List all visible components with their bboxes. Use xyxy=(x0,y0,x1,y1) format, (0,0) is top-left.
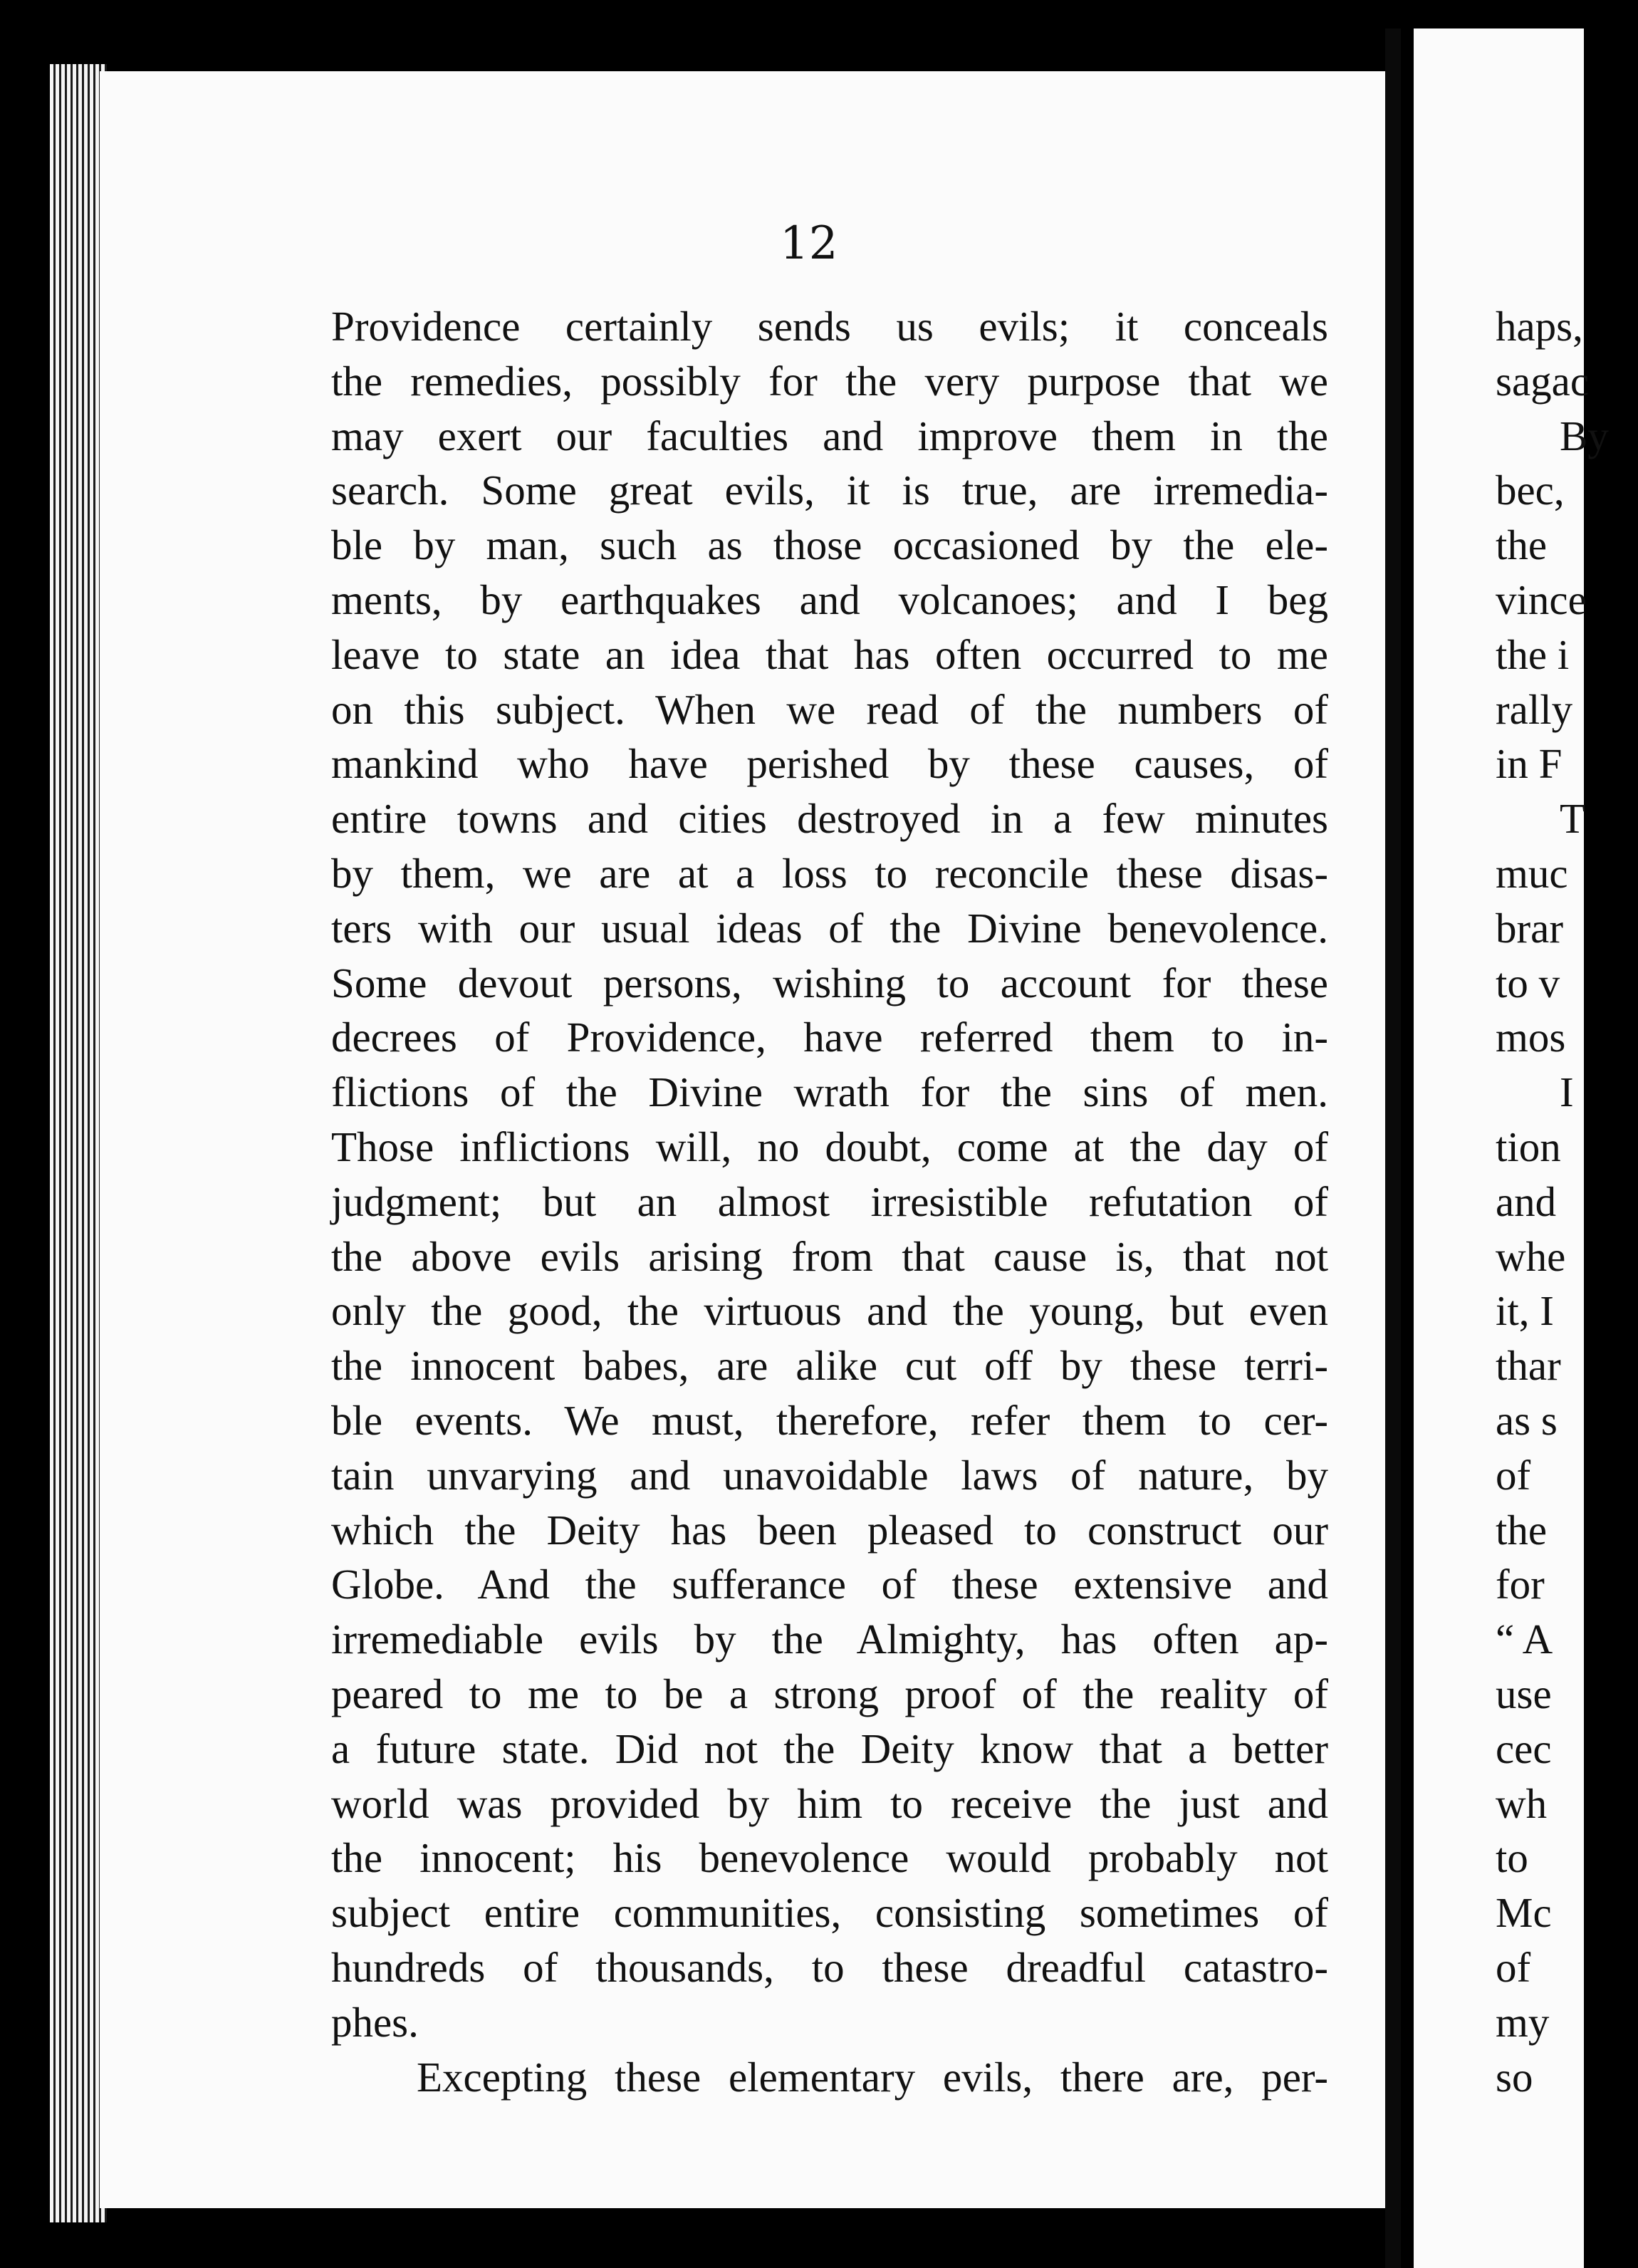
text-line: ble events. We must, therefore, refer them to cer- xyxy=(331,1396,1328,1444)
text-line: phes. xyxy=(331,1998,419,2046)
facing-line: in F xyxy=(1496,740,1563,788)
facing-line: T xyxy=(1560,795,1586,843)
text-line: ble by man, such as those occasioned by the ele- xyxy=(331,521,1328,569)
text-line: Providence certainly sends us evils; it conceals xyxy=(331,303,1328,350)
page-number: 12 xyxy=(780,217,838,270)
facing-line: haps, xyxy=(1496,303,1583,350)
facing-line: the xyxy=(1496,521,1548,569)
text-line: Those inflictions will, no doubt, come at the day of xyxy=(331,1123,1328,1170)
text-line: a future state. Did not the Deity know that a better xyxy=(331,1725,1328,1772)
facing-line: thar xyxy=(1496,1342,1561,1390)
text-line: on this subject. When we read of the numbers of xyxy=(331,685,1328,733)
facing-line: to xyxy=(1496,1834,1528,1882)
text-line: tain unvarying and unavoidable laws of nature, by xyxy=(331,1451,1328,1499)
facing-line: vince xyxy=(1496,576,1587,623)
text-line: may exert our faculties and improve them in the xyxy=(331,412,1328,459)
text-line: mankind who have perished by these causes, of xyxy=(331,740,1328,788)
facing-line: brar xyxy=(1496,904,1563,952)
text-line: flictions of the Divine wrath for the sins of men. xyxy=(331,1068,1328,1116)
facing-line: of xyxy=(1496,1451,1531,1499)
facing-page-text xyxy=(1496,299,1638,2104)
facing-line: it, I xyxy=(1496,1287,1554,1335)
facing-line: so xyxy=(1496,2053,1533,2101)
text-line: subject entire communities, consisting sometimes of xyxy=(331,1889,1328,1937)
text-line: which the Deity has been pleased to construct our xyxy=(331,1506,1328,1554)
text-line: decrees of Providence, have referred them to in- xyxy=(331,1014,1328,1061)
book-gutter xyxy=(1385,28,1401,2268)
facing-line: the xyxy=(1496,1506,1548,1554)
facing-line: mos xyxy=(1496,1014,1566,1061)
facing-line: sagac xyxy=(1496,357,1590,405)
text-line: irremediable evils by the Almighty, has often ap- xyxy=(331,1616,1328,1663)
facing-line: use xyxy=(1496,1670,1552,1717)
facing-line: Mc xyxy=(1496,1889,1552,1937)
text-line: hundreds of thousands, to these dreadful catastro- xyxy=(331,1943,1328,1991)
facing-line: the i xyxy=(1496,630,1570,678)
text-line: ters with our usual ideas of the Divine benevolence. xyxy=(331,904,1328,952)
facing-line: “ A xyxy=(1496,1616,1553,1663)
text-line: search. Some great evils, it is true, are irremedia- xyxy=(331,467,1328,514)
facing-line: for xyxy=(1496,1561,1545,1608)
text-line: only the good, the virtuous and the young, but even xyxy=(331,1287,1328,1335)
text-line: Some devout persons, wishing to account for these xyxy=(331,959,1328,1006)
facing-line: muc xyxy=(1496,849,1568,897)
facing-line: to v xyxy=(1496,959,1560,1006)
facing-line: rally xyxy=(1496,685,1573,733)
text-line: leave to state an idea that has often occurred to me xyxy=(331,630,1328,678)
text-line: the innocent babes, are alike cut off by these terri- xyxy=(331,1342,1328,1390)
text-line: entire towns and cities destroyed in a few minutes xyxy=(331,795,1328,843)
text-line: Excepting these elementary evils, there are, per- xyxy=(417,2053,1328,2101)
facing-line: bec, xyxy=(1496,467,1565,514)
facing-line: wh xyxy=(1496,1779,1548,1827)
facing-line: I xyxy=(1560,1068,1574,1116)
text-line: ments, by earthquakes and volcanoes; and I beg xyxy=(331,576,1328,623)
text-line: Globe. And the sufferance of these extensive and xyxy=(331,1561,1328,1608)
facing-line: and xyxy=(1496,1177,1557,1225)
body-text xyxy=(331,299,1328,2104)
text-line: judgment; but an almost irresistible refutation of xyxy=(331,1177,1328,1225)
facing-line: By xyxy=(1560,412,1609,459)
text-line: the innocent; his benevolence would probably not xyxy=(331,1834,1328,1882)
facing-line: of xyxy=(1496,1943,1531,1991)
text-line: by them, we are at a loss to reconcile these disas- xyxy=(331,849,1328,897)
page-edges xyxy=(50,64,107,2222)
facing-line: my xyxy=(1496,1998,1550,2046)
facing-line: tion xyxy=(1496,1123,1561,1170)
text-line: the above evils arising from that cause is, that not xyxy=(331,1232,1328,1280)
facing-line: cec xyxy=(1496,1725,1552,1772)
facing-line: whe xyxy=(1496,1232,1566,1280)
facing-line: as s xyxy=(1496,1396,1558,1444)
text-line: the remedies, possibly for the very purpose that we xyxy=(331,357,1328,405)
text-line: world was provided by him to receive the just and xyxy=(331,1779,1328,1827)
text-line: peared to me to be a strong proof of the reality of xyxy=(331,1670,1328,1717)
